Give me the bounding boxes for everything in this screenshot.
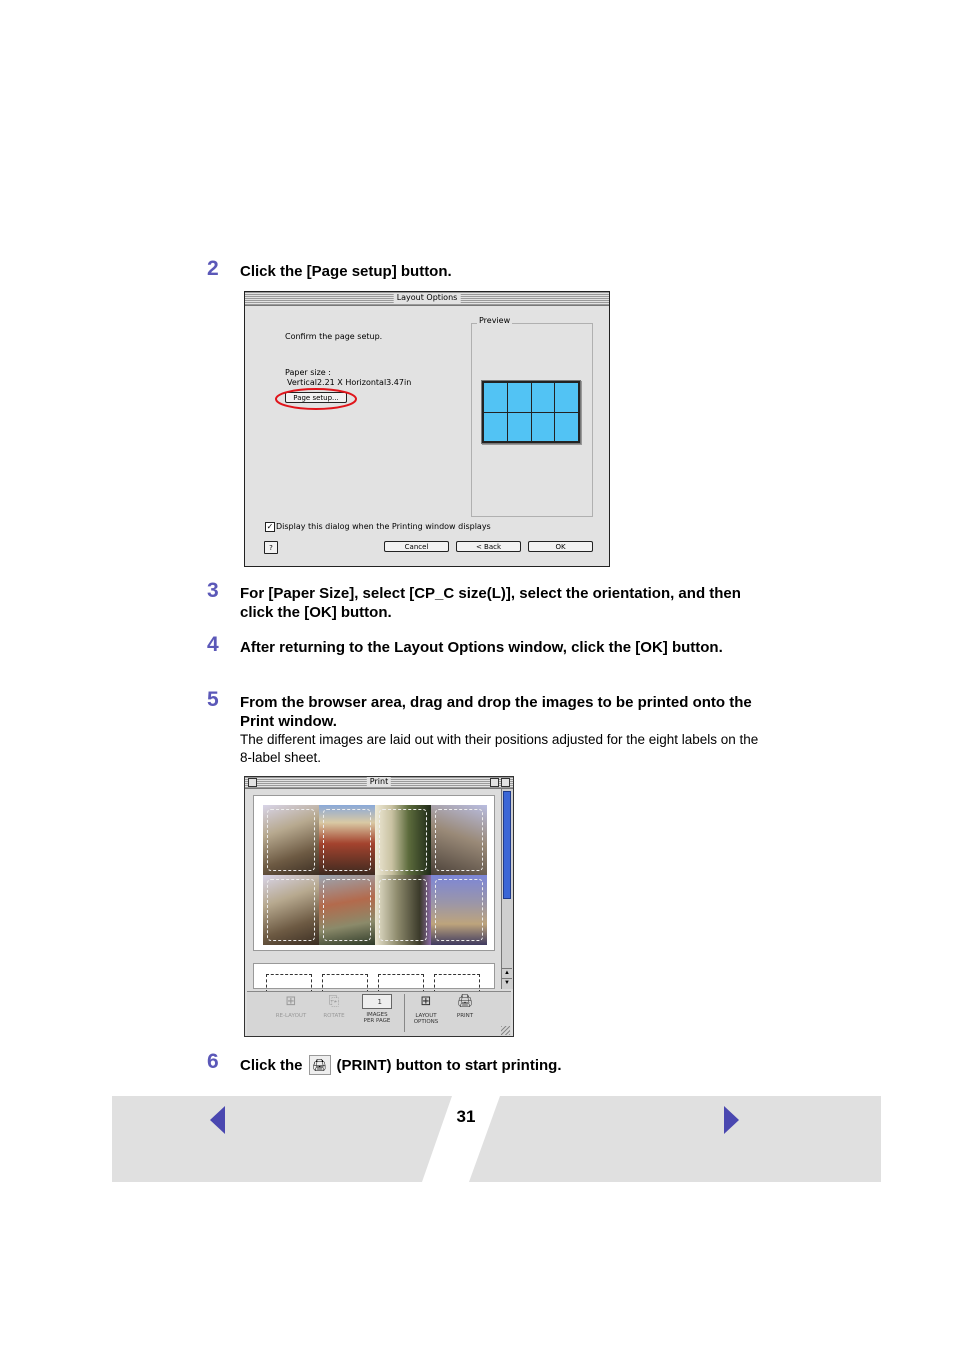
- print-window-title: Print: [367, 777, 391, 787]
- scroll-down-icon[interactable]: ▼: [502, 978, 512, 988]
- preview-label: Preview: [479, 316, 511, 325]
- ok-button[interactable]: OK: [528, 541, 593, 552]
- print-button[interactable]: 🖨 PRINT: [456, 994, 474, 1019]
- paper-size-label: Paper size :: [285, 368, 331, 377]
- preview-label-cell: [532, 413, 555, 442]
- toolbar-divider: [404, 994, 405, 1032]
- dialog-titlebar: [245, 292, 609, 306]
- page-thumbnail-strip: [253, 963, 495, 989]
- help-button[interactable]: ?: [264, 541, 278, 554]
- layout-options-dialog: [244, 291, 610, 567]
- photo-label[interactable]: [431, 875, 487, 945]
- page-number: 31: [456, 1107, 476, 1126]
- rotate-button[interactable]: ⎘ ROTATE: [323, 994, 345, 1019]
- step-description: The different images are laid out with their positions adjusted for the eight labels on the 8-label sheet.: [240, 732, 759, 765]
- step-title: For [Paper Size], select [CP_C size(L)], select the orientation, and then click the [OK] button.: [240, 585, 741, 621]
- photo-label[interactable]: [375, 875, 431, 945]
- vertical-scrollbar[interactable]: [501, 789, 513, 989]
- step-title: [240, 1055, 760, 1075]
- print-toolbar: [247, 991, 511, 1036]
- relayout-icon: ⊞: [285, 994, 297, 1009]
- next-arrow-icon[interactable]: [723, 1105, 741, 1135]
- photo-label[interactable]: [431, 805, 487, 875]
- photo-label[interactable]: [263, 805, 319, 875]
- dialog-title: Layout Options: [394, 293, 461, 303]
- step-number: 6: [207, 1050, 219, 1073]
- step-title-before: Click the: [240, 1056, 303, 1074]
- step-number: 5: [207, 688, 219, 711]
- footer-navigation: [112, 1096, 881, 1182]
- preview-label-cell: [508, 383, 531, 412]
- paper-size-value: Vertical2.21 X Horizontal3.47in: [287, 378, 412, 387]
- images-per-page-stepper[interactable]: 1: [362, 994, 392, 1009]
- zoom-box-icon[interactable]: [490, 778, 499, 787]
- collapse-box-icon[interactable]: [501, 778, 510, 787]
- print-window: [244, 776, 514, 1037]
- print-canvas[interactable]: [253, 795, 495, 951]
- step-number: 3: [207, 579, 219, 602]
- step-title: From the browser area, drag and drop the images to be printed onto the Print window.: [240, 694, 752, 730]
- photo-label[interactable]: [319, 805, 375, 875]
- preview-sheet: [481, 380, 581, 444]
- step-number: 4: [207, 633, 219, 656]
- print-inline-icon: 🖨: [309, 1055, 331, 1075]
- preview-label-cell: [508, 413, 531, 442]
- back-button[interactable]: < Back: [456, 541, 521, 552]
- resize-grip-icon[interactable]: [501, 1026, 510, 1035]
- step-title: After returning to the Layout Options window, click the [OK] button.: [240, 639, 723, 656]
- close-box-icon[interactable]: [248, 778, 257, 787]
- preview-label-cell: [532, 383, 555, 412]
- rotate-icon: ⎘: [328, 994, 340, 1009]
- preview-label-cell: [555, 383, 578, 412]
- photo-label[interactable]: [375, 805, 431, 875]
- cancel-button[interactable]: Cancel: [384, 541, 449, 552]
- preview-label-cell: [555, 413, 578, 442]
- scroll-thumb[interactable]: [503, 791, 511, 899]
- confirm-text: Confirm the page setup.: [285, 332, 383, 341]
- step-title-after: (PRINT) button to start printing.: [336, 1056, 562, 1074]
- photo-label[interactable]: [263, 875, 319, 945]
- images-per-page-control[interactable]: 1 IMAGES PER PAGE: [357, 994, 397, 1024]
- preview-label-cell: [484, 413, 507, 442]
- layout-options-button[interactable]: ⊞ LAYOUT OPTIONS: [413, 994, 439, 1025]
- printer-icon: 🖨: [457, 994, 474, 1009]
- step-number: 2: [207, 257, 219, 280]
- layout-options-icon: ⊞: [420, 994, 432, 1009]
- checkbox-label: Display this dialog when the Printing window displays: [276, 522, 491, 531]
- step-title: Click the [Page setup] button.: [240, 263, 452, 280]
- photo-grid: [263, 805, 487, 945]
- display-dialog-checkbox[interactable]: ✓: [266, 522, 274, 531]
- prev-arrow-icon[interactable]: [209, 1105, 227, 1135]
- print-titlebar: [245, 777, 513, 789]
- footer-background: [112, 1096, 881, 1182]
- page-setup-button[interactable]: Page setup...: [285, 392, 347, 403]
- photo-label[interactable]: [319, 875, 375, 945]
- highlight-circle: [273, 386, 359, 412]
- preview-label-cell: [484, 383, 507, 412]
- scroll-up-icon[interactable]: ▲: [502, 968, 512, 978]
- relayout-button[interactable]: ⊞ RE-LAYOUT: [275, 994, 307, 1019]
